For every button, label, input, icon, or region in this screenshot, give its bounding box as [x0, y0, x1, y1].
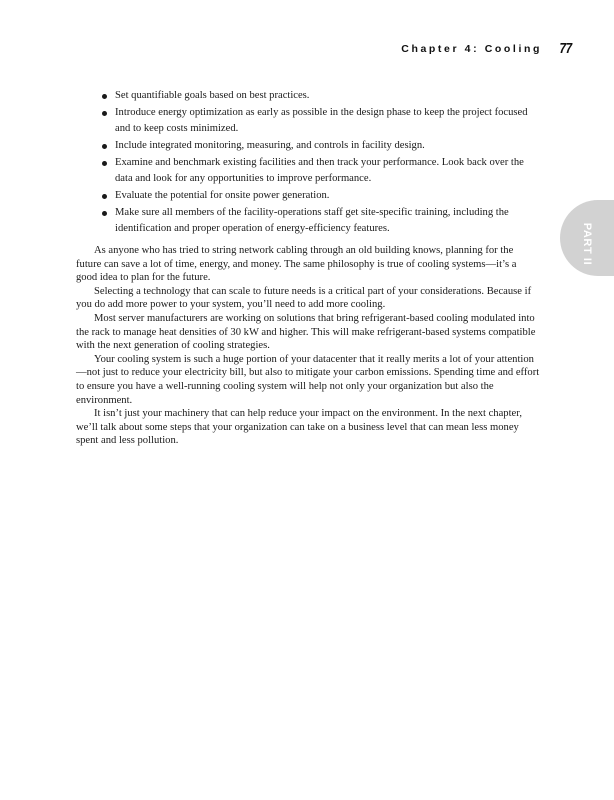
bullet-item: Set quantifiable goals based on best practices.: [100, 88, 536, 104]
running-head: [300, 40, 572, 62]
part-tab-label: PART II: [581, 222, 593, 266]
paragraph: Your cooling system is such a huge portion of your datacenter that it really merits a lot of your attention—not just to reduce your electricity bill, but also to mitigate your carbon emissions. Spending time and effort to ensure you have a well-running cooling system will help not only your organization but also the environment.: [76, 353, 540, 406]
bullet-item: Include integrated monitoring, measuring, and controls in facility design.: [100, 138, 536, 154]
paragraph: Selecting a technology that can scale to future needs is a critical part of your considerations. Because if you do add more power to your system, you’ll need to add more cooling.: [76, 285, 532, 311]
paragraph: Most server manufacturers are working on solutions that bring refrigerant-based cooling modulated into the rack to manage heat densities of 30 kW and higher. This will make refrigerant-based systems compatible with the next generation of cooling strategies.: [76, 312, 536, 352]
chapter-title: Chapter 4: Cooling: [401, 43, 542, 55]
paragraph: It isn’t just your machinery that can help reduce your impact on the environment. In the next chapter, we’ll talk about some steps that your organization can take on a business level that can mean less money spent and less pollution.: [76, 408, 522, 447]
bullet-list: [100, 88, 536, 238]
body-text: [76, 244, 540, 448]
bullet-item: Evaluate the potential for onsite power generation.: [100, 188, 536, 204]
bullet-item: Introduce energy optimization as early as possible in the design phase to keep the project focused and to keep costs minimized.: [100, 105, 536, 137]
paragraph: As anyone who has tried to string network cabling through an old building knows, planning for the future can save a lot of time, energy, and money. The same philosophy is true of cooling systems—it’s a good idea to plan for the future.: [76, 245, 517, 284]
bullet-item: Examine and benchmark existing facilities and then track your performance. Look back over the data and look for any opportunities to improve performance.: [100, 155, 536, 187]
page-number: 77: [559, 40, 572, 57]
bullet-item: Make sure all members of the facility-operations staff get site-specific training, including the identification and proper operation of energy-efficiency features.: [100, 205, 536, 237]
